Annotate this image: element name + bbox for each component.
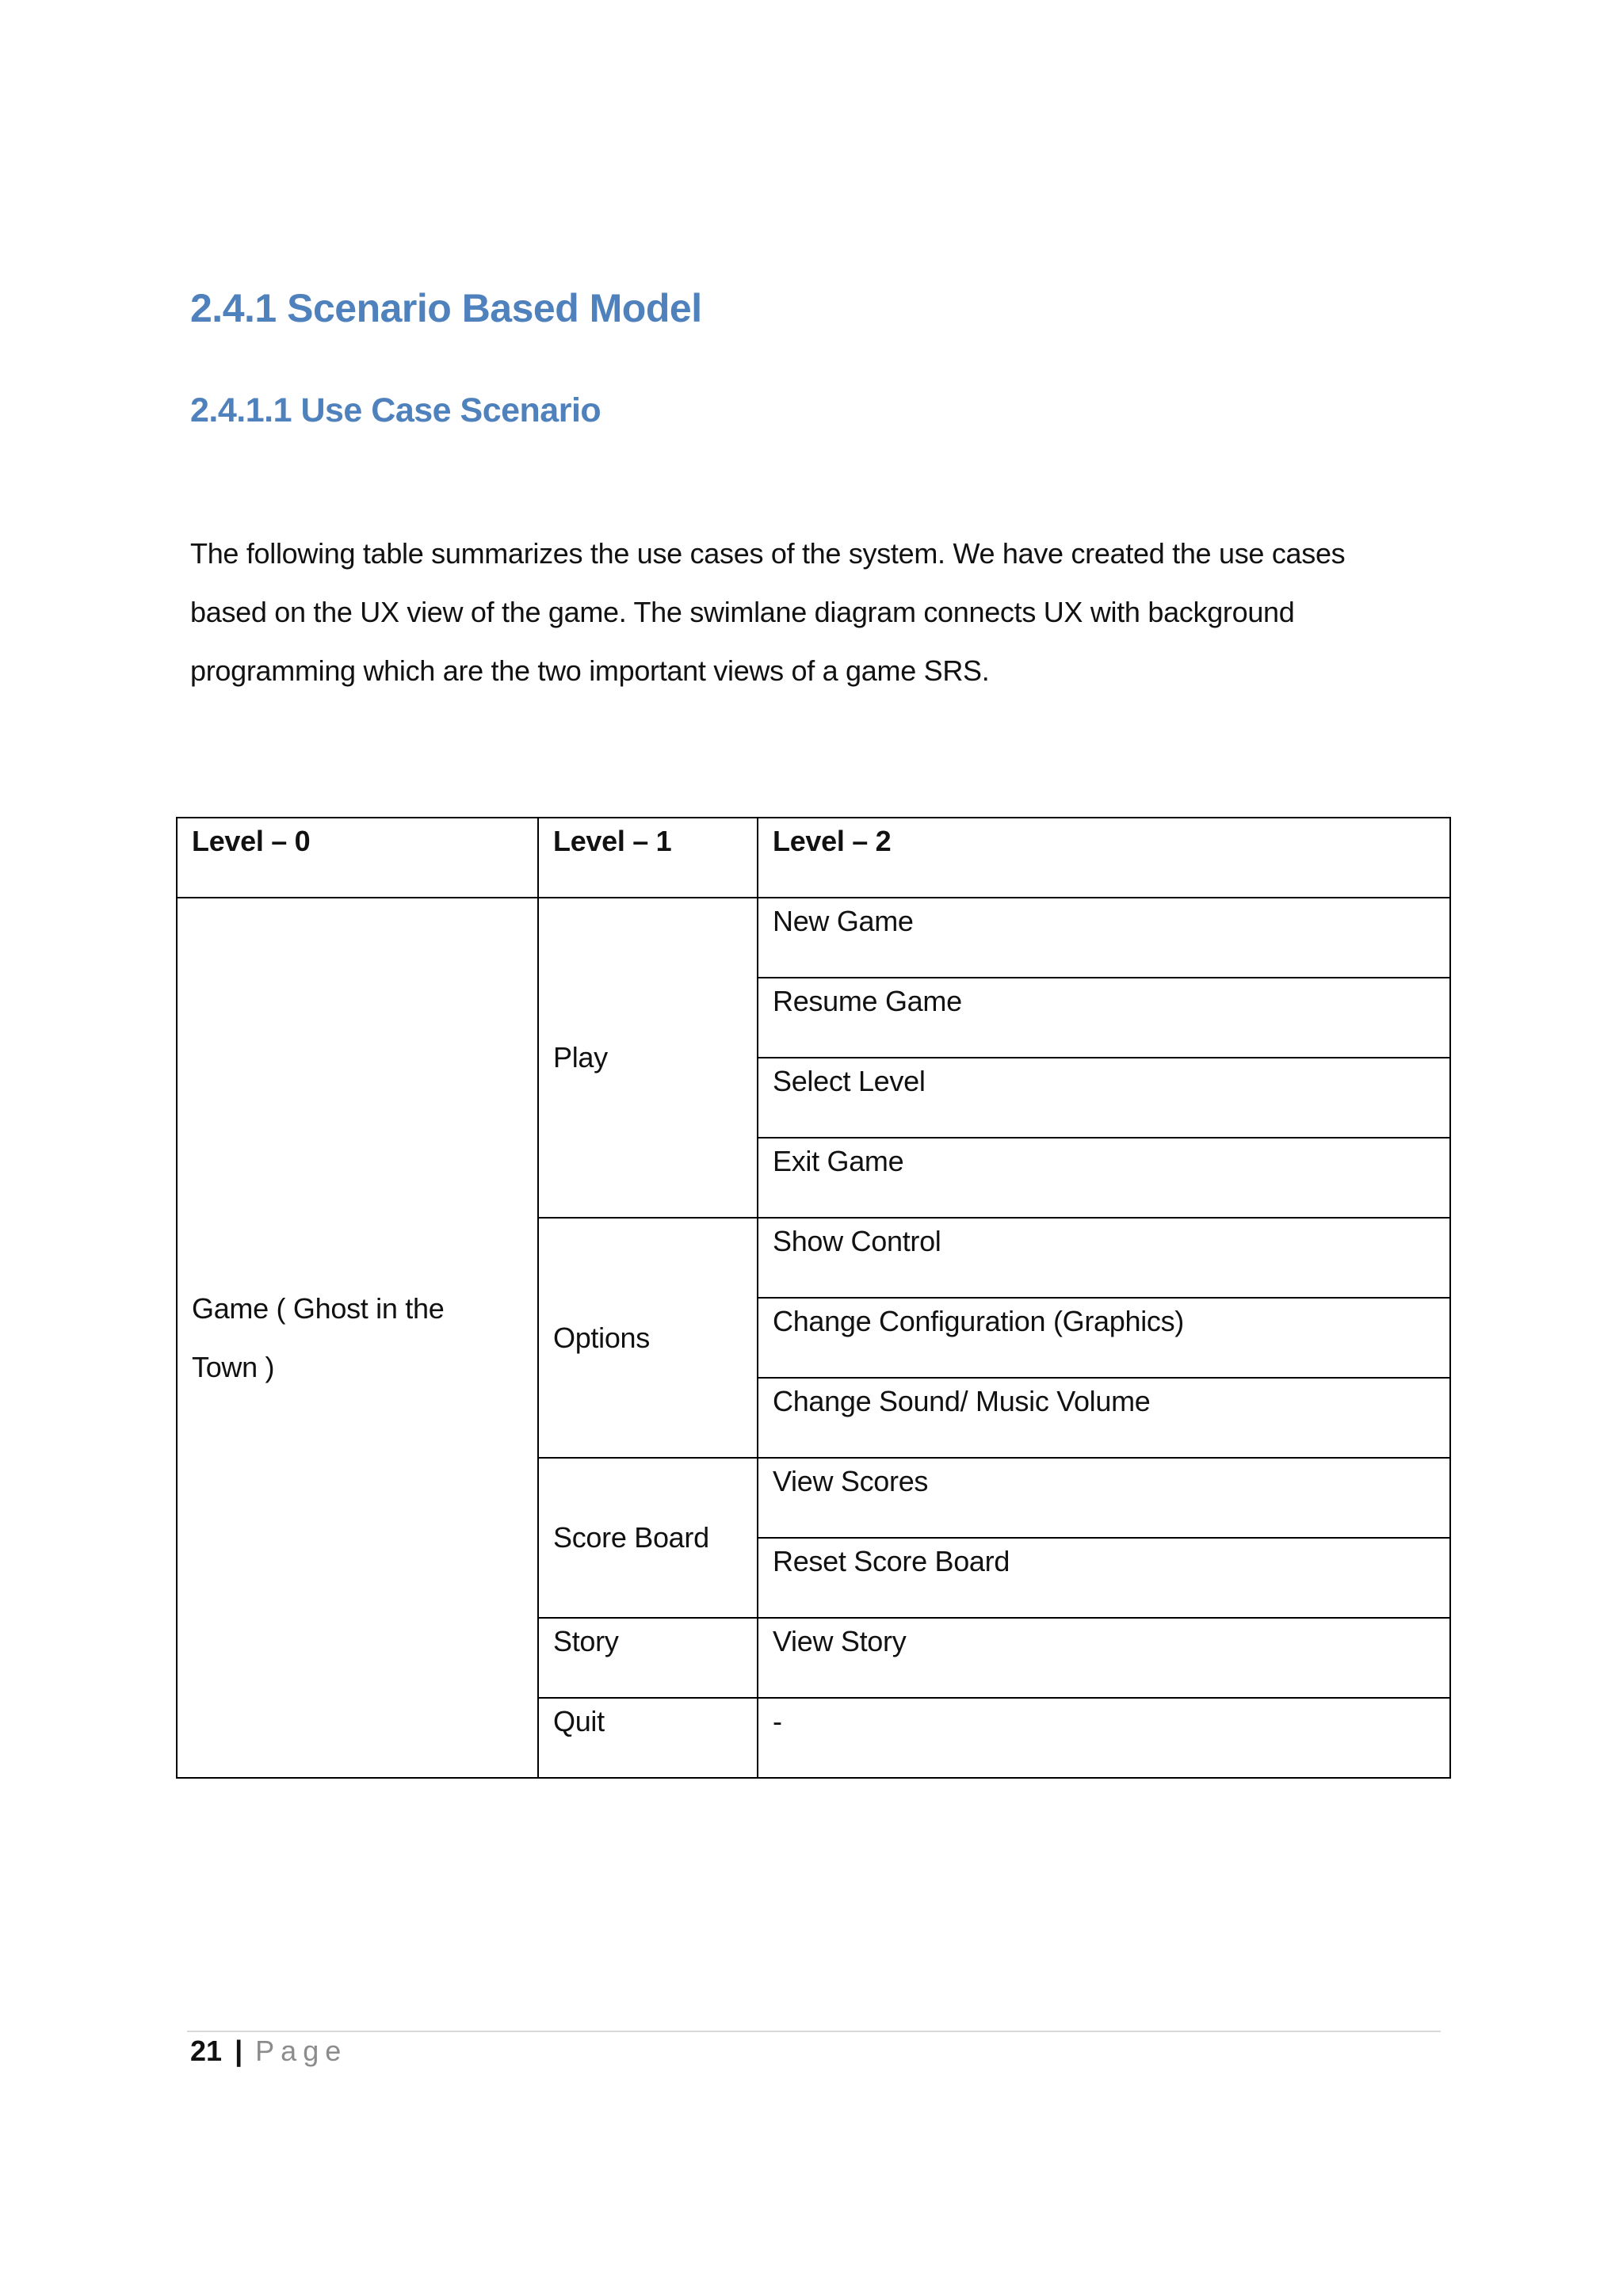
table-row bbox=[177, 898, 1450, 978]
intro-paragraph bbox=[190, 524, 1426, 700]
level-1-cell-score-board: Score Board bbox=[538, 1458, 758, 1618]
page-label: Page bbox=[255, 2035, 348, 2067]
level-2-cell: New Game bbox=[758, 898, 1450, 978]
level-1-cell-options: Options bbox=[538, 1218, 758, 1458]
paragraph-line: based on the UX view of the game. The swimlane diagram connects UX with background bbox=[190, 596, 1295, 628]
level-2-cell: Exit Game bbox=[758, 1138, 1450, 1218]
level-2-cell: Change Configuration (Graphics) bbox=[758, 1298, 1450, 1378]
page-number: 21 bbox=[190, 2035, 223, 2067]
level-2-cell: View Scores bbox=[758, 1458, 1450, 1538]
level-2-cell: Change Sound/ Music Volume bbox=[758, 1378, 1450, 1458]
table-header-row bbox=[177, 818, 1450, 898]
footer-divider bbox=[187, 2031, 1441, 2032]
header-cell-level-0: Level – 0 bbox=[177, 818, 538, 898]
level-1-cell-quit: Quit bbox=[538, 1698, 758, 1778]
header-cell-level-1: Level – 1 bbox=[538, 818, 758, 898]
paragraph-line: programming which are the two important views of a game SRS. bbox=[190, 654, 990, 687]
level-0-line: Game ( Ghost in the bbox=[192, 1291, 445, 1325]
page-footer bbox=[190, 2035, 347, 2068]
subsection-heading: 2.4.1.1 Use Case Scenario bbox=[190, 391, 601, 429]
section-heading: 2.4.1 Scenario Based Model bbox=[190, 286, 702, 330]
level-2-cell: Reset Score Board bbox=[758, 1538, 1450, 1618]
level-2-cell: Resume Game bbox=[758, 978, 1450, 1058]
level-2-cell: Select Level bbox=[758, 1058, 1450, 1138]
footer-separator: | bbox=[235, 2035, 243, 2067]
level-1-cell-story: Story bbox=[538, 1618, 758, 1698]
level-0-cell bbox=[177, 898, 538, 1778]
level-2-cell: - bbox=[758, 1698, 1450, 1778]
level-0-line: Town ) bbox=[192, 1350, 275, 1383]
header-cell-level-2: Level – 2 bbox=[758, 818, 1450, 898]
level-1-cell-play: Play bbox=[538, 898, 758, 1218]
paragraph-line: The following table summarizes the use cases of the system. We have created the use cases bbox=[190, 537, 1346, 570]
level-2-cell: View Story bbox=[758, 1618, 1450, 1698]
level-2-cell: Show Control bbox=[758, 1218, 1450, 1298]
use-case-table bbox=[176, 817, 1451, 1779]
